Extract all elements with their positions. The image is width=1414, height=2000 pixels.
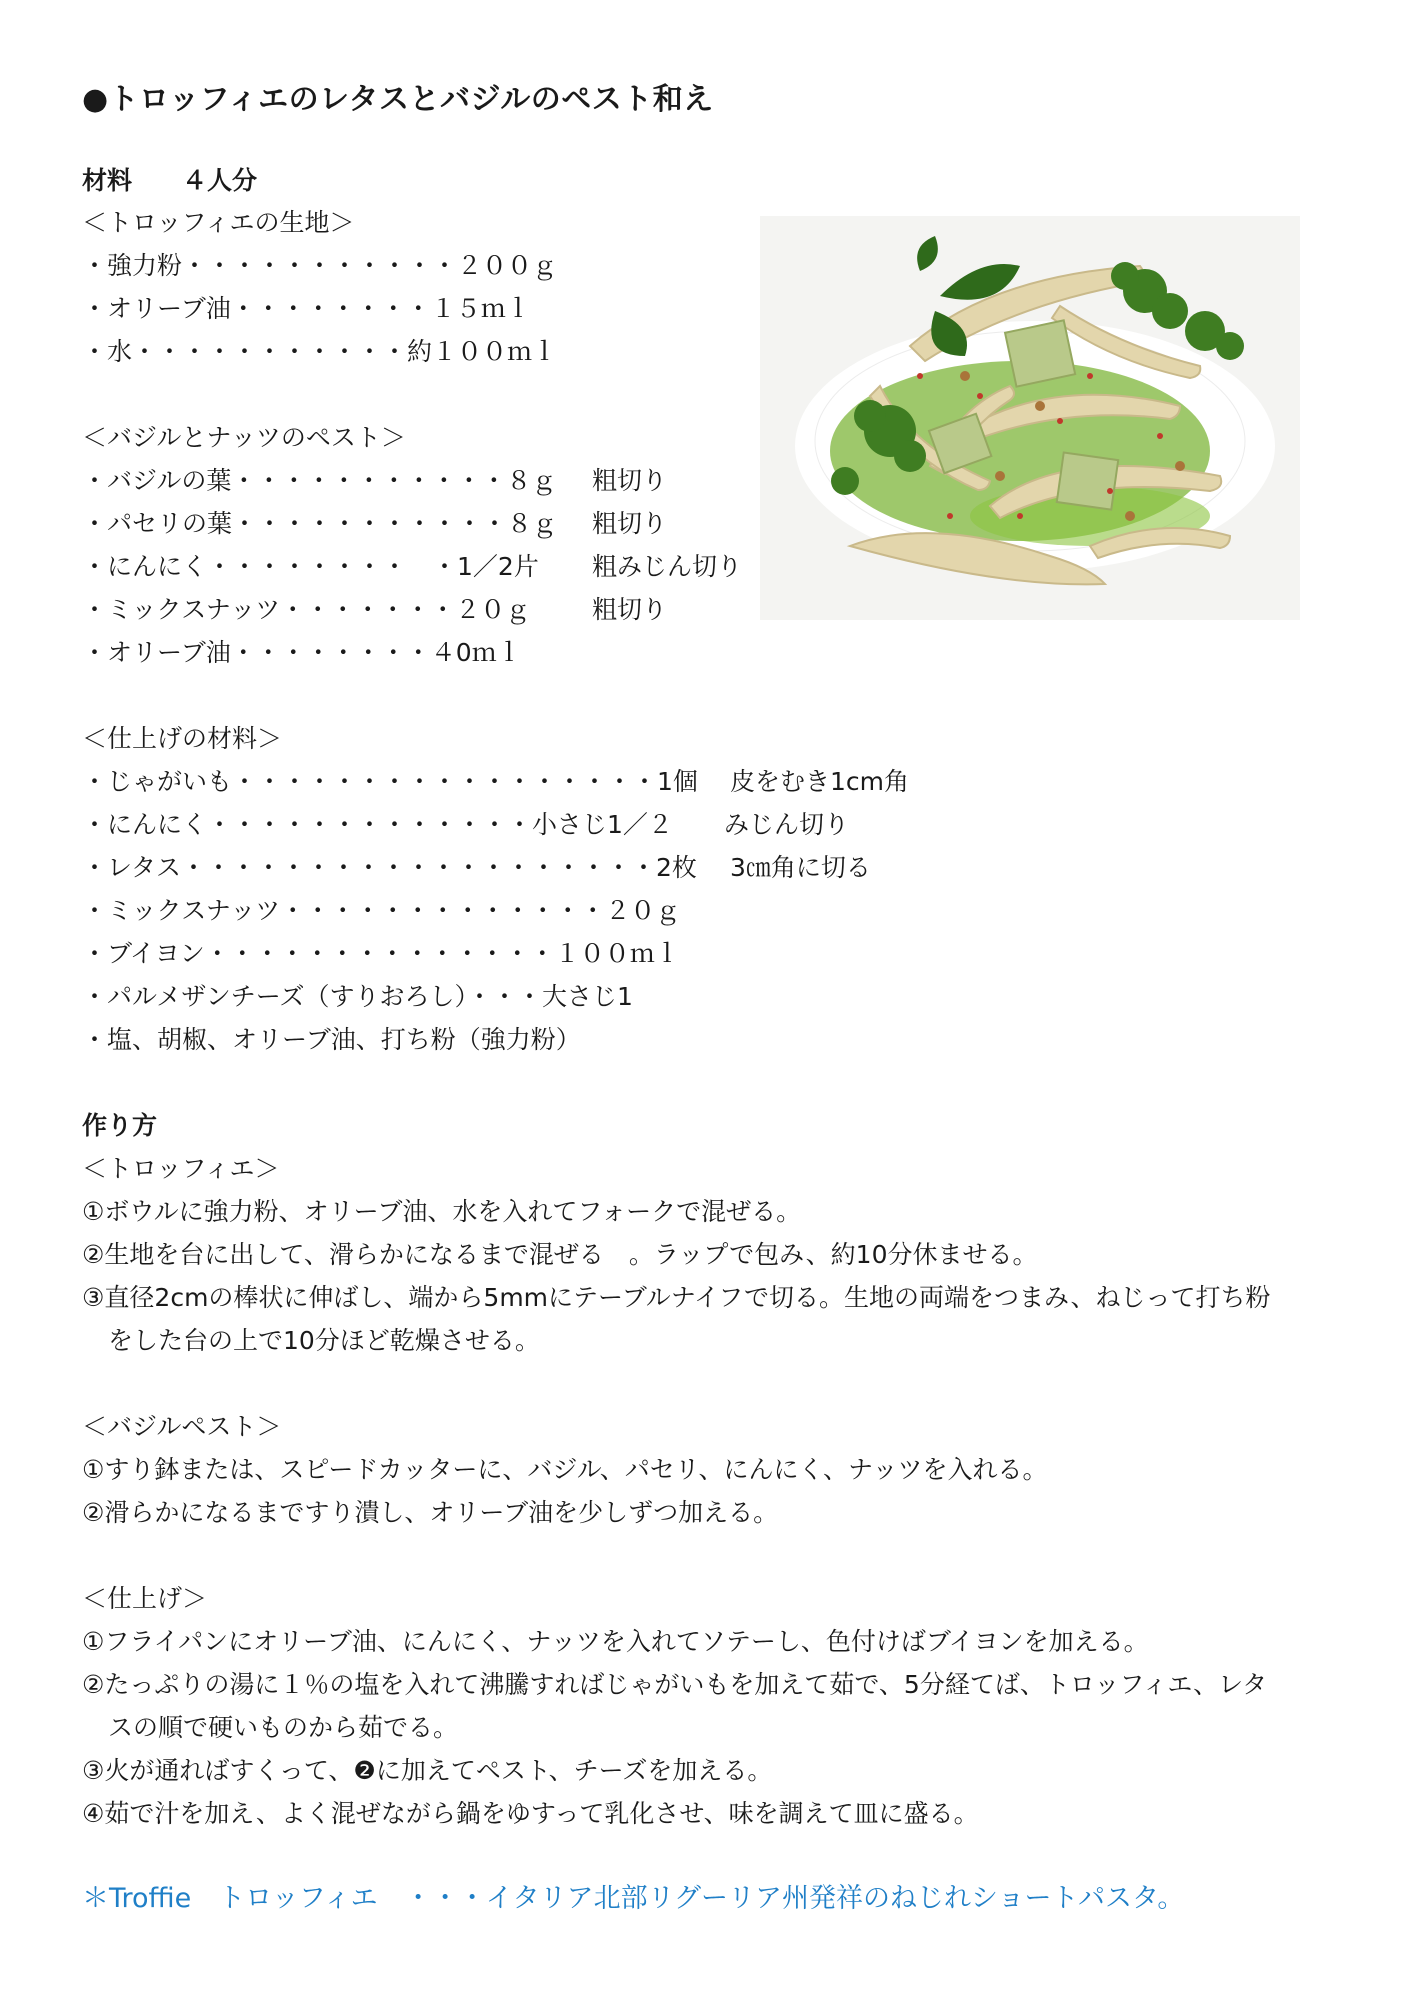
pesto-item-note: 粗切り <box>592 509 668 538</box>
dough-item: ・オリーブ油・・・・・・・・１５ｍｌ <box>82 294 531 323</box>
troffie-step: ①ボウルに強力粉、オリーブ油、水を入れてフォークで混ぜる。 <box>82 1197 802 1226</box>
finish-item: ・じゃがいも・・・・・・・・・・・・・・・・・1個 <box>82 767 698 796</box>
footer-note: ＊Troffie トロッフィエ ・・・イタリア北部リグーリア州発祥のねじれショートパスタ。 <box>82 1883 1185 1914</box>
pesto-heading: ＜バジルとナッツのペスト＞ <box>82 423 406 452</box>
pesto-step: ①すり鉢または、スピードカッターに、バジル、パセリ、にんにく、ナッツを入れる。 <box>82 1455 1048 1484</box>
finish-item-note: みじん切り <box>724 810 850 839</box>
troffie-step: をした台の上で10分ほど乾燥させる。 <box>108 1326 540 1355</box>
pesto-item: ・パセリの葉・・・・・・・・・・・８ｇ <box>82 509 558 538</box>
pasta-photo <box>760 216 1300 620</box>
finish-heading: ＜仕上げの材料＞ <box>82 724 283 753</box>
recipe-title: ●トロッフィエのレタスとバジルのペスト和え <box>82 82 714 117</box>
finish-step: ①フライパンにオリーブ油、にんにく、ナッツを入れてソテーし、色付けばブイヨンを加える。 <box>82 1627 1149 1656</box>
finish-method-heading: ＜仕上げ＞ <box>82 1584 208 1613</box>
finish-item: ・パルメザンチーズ（すりおろし）・・・大さじ1 <box>82 982 633 1011</box>
pesto-item-note: 粗切り <box>592 466 668 495</box>
dough-heading: ＜トロッフィエの生地＞ <box>82 208 355 237</box>
finish-step: ②たっぷりの湯に１％の塩を入れて沸騰すればじゃがいもを加えて茹で、5分経てば、トロッフィエ、レタ <box>82 1670 1268 1699</box>
pesto-item: ・バジルの葉・・・・・・・・・・・８ｇ <box>82 466 557 495</box>
pesto-item-note: 粗切り <box>592 595 668 624</box>
finish-step: スの順で硬いものから茹でる。 <box>108 1713 459 1742</box>
pesto-item: ・にんにく・・・・・・・・ ・1／2片 <box>82 552 539 581</box>
dough-item: ・強力粉・・・・・・・・・・・２００ｇ <box>82 251 558 280</box>
pesto-step: ②滑らかになるまですり潰し、オリーブ油を少しずつ加える。 <box>82 1498 779 1527</box>
pesto-item: ・オリーブ油・・・・・・・・４0ｍｌ <box>82 638 522 667</box>
method-heading: 作り方 <box>82 1111 158 1140</box>
pesto-method-heading: ＜バジルペスト＞ <box>82 1412 282 1441</box>
dough-item: ・水・・・・・・・・・・・約１００ｍｌ <box>82 337 558 366</box>
finish-item: ・にんにく・・・・・・・・・・・・・小さじ1／２ <box>82 810 673 839</box>
finish-step: ④茹で汁を加え、よく混ぜながら鍋をゆすって乳化させ、味を調えて皿に盛る。 <box>82 1799 979 1828</box>
finish-item-note: 皮をむき1cm角 <box>730 767 910 796</box>
finish-item: ・ミックスナッツ・・・・・・・・・・・・・２０ｇ <box>82 896 681 925</box>
finish-item: ・ブイヨン・・・・・・・・・・・・・・１００ｍｌ <box>82 939 680 968</box>
materials-heading: 材料 ４人分 <box>82 166 258 195</box>
pesto-item-note: 粗みじん切り <box>592 552 743 581</box>
troffie-heading: ＜トロッフィエ＞ <box>82 1154 280 1183</box>
troffie-step: ③直径2cmの棒状に伸ばし、端から5mmにテーブルナイフで切る。生地の両端をつまみ、ねじって打ち粉 <box>82 1283 1271 1312</box>
finish-item: ・レタス・・・・・・・・・・・・・・・・・・・2枚 <box>82 853 697 882</box>
pesto-item: ・ミックスナッツ・・・・・・・２０ｇ <box>82 595 531 624</box>
finish-item: ・塩、胡椒、オリーブ油、打ち粉（強力粉） <box>82 1025 581 1054</box>
finish-step: ③火が通ればすくって、❷に加えてペスト、チーズを加える。 <box>82 1756 773 1785</box>
finish-item-note: 3㎝角に切る <box>730 853 871 882</box>
troffie-step: ②生地を台に出して、滑らかになるまで混ぜる 。ラップで包み、約10分休ませる。 <box>82 1240 1038 1269</box>
